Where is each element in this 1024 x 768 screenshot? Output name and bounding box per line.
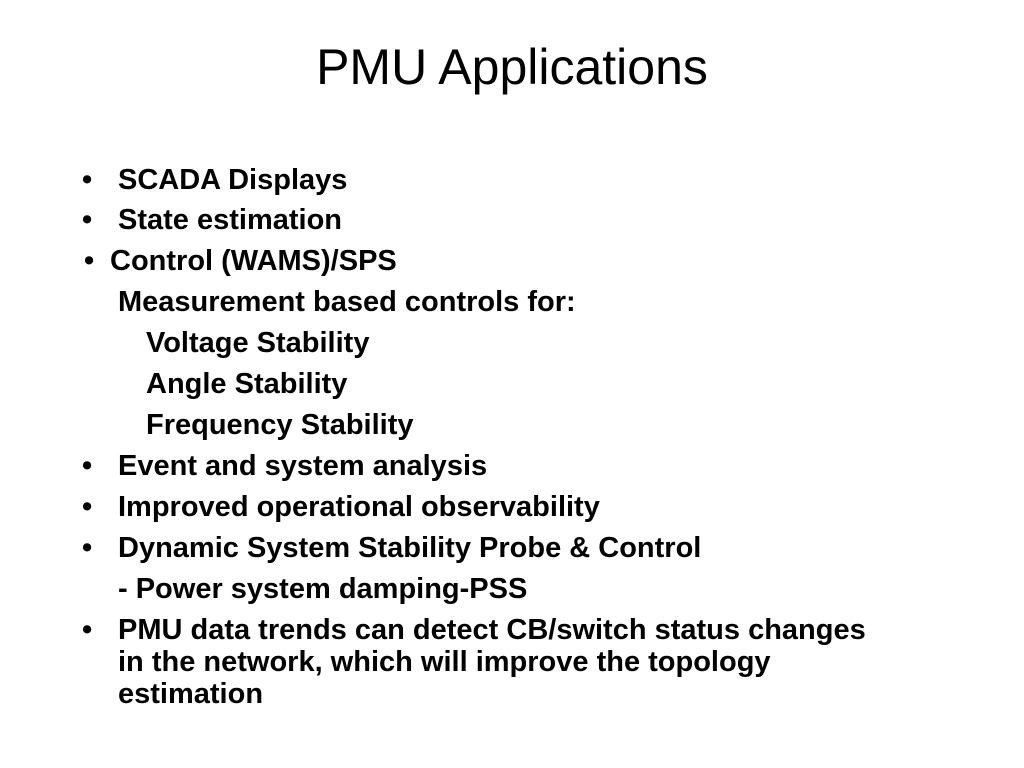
bullet-marker: • (82, 532, 93, 564)
list-item-operational-observability: Improved operational observability (118, 491, 600, 523)
list-item-state-estimation: State estimation (118, 204, 342, 236)
bullet-marker: • (82, 164, 93, 196)
bullet-marker: • (82, 491, 93, 523)
list-subitem-voltage-stability: Voltage Stability (146, 327, 370, 359)
bullet-marker: • (82, 204, 93, 236)
bullet-marker: • (82, 614, 93, 646)
list-subitem-angle-stability: Angle Stability (146, 368, 348, 400)
list-subitem-power-damping: - Power system damping-PSS (118, 573, 528, 605)
list-item-control-wams-sps: Control (WAMS)/SPS (110, 245, 397, 277)
list-item-scada-displays: SCADA Displays (118, 164, 348, 196)
list-subitem-measurement-controls: Measurement based controls for: (118, 286, 576, 318)
list-item-pmu-data-trends: PMU data trends can detect CB/switch status changes in the network, which will improve the topology estimation (118, 614, 866, 710)
bullet-marker: • (84, 245, 95, 277)
list-item-event-analysis: Event and system analysis (118, 450, 488, 482)
bullet-marker: • (82, 450, 93, 482)
slide-title: PMU Applications (316, 39, 708, 95)
list-item-dynamic-stability: Dynamic System Stability Probe & Control (118, 532, 702, 564)
list-subitem-frequency-stability: Frequency Stability (146, 409, 414, 441)
